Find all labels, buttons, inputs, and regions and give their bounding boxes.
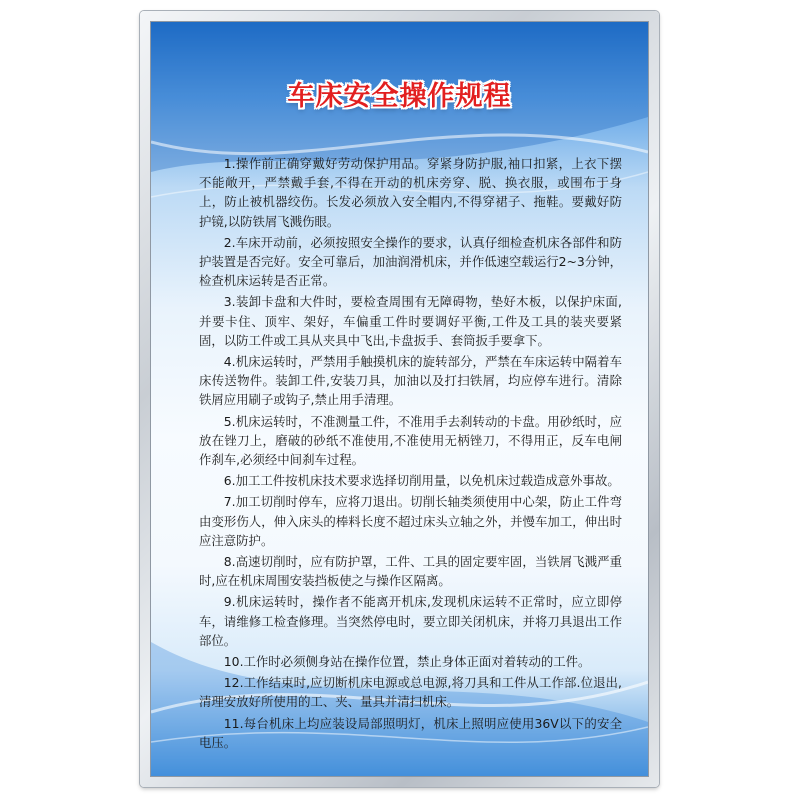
rule-item: 8.高速切削时，应有防护罩，工件、工具的固定要牢固，当铁屑飞溅严重时,应在机床周围安装挡板使之与操作区隔离。 xyxy=(199,554,622,589)
rule-item: 2.车床开动前，必须按照安全操作的要求，认真仔细检查机床各部件和防护装置是否完好。安全可靠后，加油润滑机床，并作低速空载运行2~3分钟，检查机床运转是否正常。 xyxy=(199,234,622,289)
poster-frame xyxy=(140,11,659,787)
rule-item: 11.每台机床上均应装设局部照明灯，机床上照明应使用36V以下的安全电压。 xyxy=(199,715,622,750)
rule-item: 4.机床运转时，严禁用手触摸机床的旋转部分，严禁在车床运转中隔着车床传送物件。装卸工件,安装刀具，加油以及打扫铁屑，均应停车进行。清除铁屑应用刷子或钩子,禁止用手清理。 xyxy=(199,354,622,408)
rule-item: 3.装卸卡盘和大件时，要检查周围有无障碍物，垫好木板，以保护床面,并要卡住、顶牢、架好，车偏重工件时要调好平衡,工件及工具的装夹要紧固，以防工件或工具从夹具中飞出,卡盘扳手、套筒扳手要拿下。 xyxy=(199,294,622,348)
rule-item: 7.加工切削时停车，应将刀退出。切削长轴类须使用中心架，防止工件弯由变形伤人，伸入床头的棒料长度不超过床头立轴之外，并慢车加工，伸出时应注意防护。 xyxy=(199,494,622,548)
rule-item: 10.工作时必须侧身站在操作位置，禁止身体正面对着转动的工件。 xyxy=(223,654,591,670)
rule-item: 9.机床运转时，操作者不能离开机床,发现机床运转不正常时，应立即停车，请维修工检查修理。当突然停电时，要立即关闭机床，并将刀具退出工作部位。 xyxy=(199,594,622,648)
safety-poster xyxy=(150,21,649,777)
rule-item: 6.加工工件按机床技术要求选择切削用量，以免机床过载造成意外事故。 xyxy=(223,473,620,489)
rule-item: 1.操作前正确穿戴好劳动保护用品。穿紧身防护服,袖口扣紧，上衣下摆不能敞开，严禁戴手套,不得在开动的机床旁穿、脱、换衣服，或围布于身上，防止被机器绞伤。长发必须放入安全帽内,不得穿裙子、拖鞋。要戴好防护镜,以防铁屑飞溅伤眼。 xyxy=(199,156,622,229)
rule-item: 5.机床运转时，不准测量工件，不准用手去刹转动的卡盘。用砂纸时，应放在锉刀上，磨破的砂纸不准使用,不准使用无柄锉刀，不得用正，反车电闸作刹车,必须经中间刹车过程。 xyxy=(199,413,622,468)
rules-list xyxy=(199,154,622,754)
rule-item: 12.工作结束时,应切断机床电源或总电源,将刀具和工件从工作部.位退出,清理安放好所使用的工、夹、量具并清扫机床。 xyxy=(199,675,622,710)
poster-title: 车床安全操作规程 xyxy=(287,81,512,112)
